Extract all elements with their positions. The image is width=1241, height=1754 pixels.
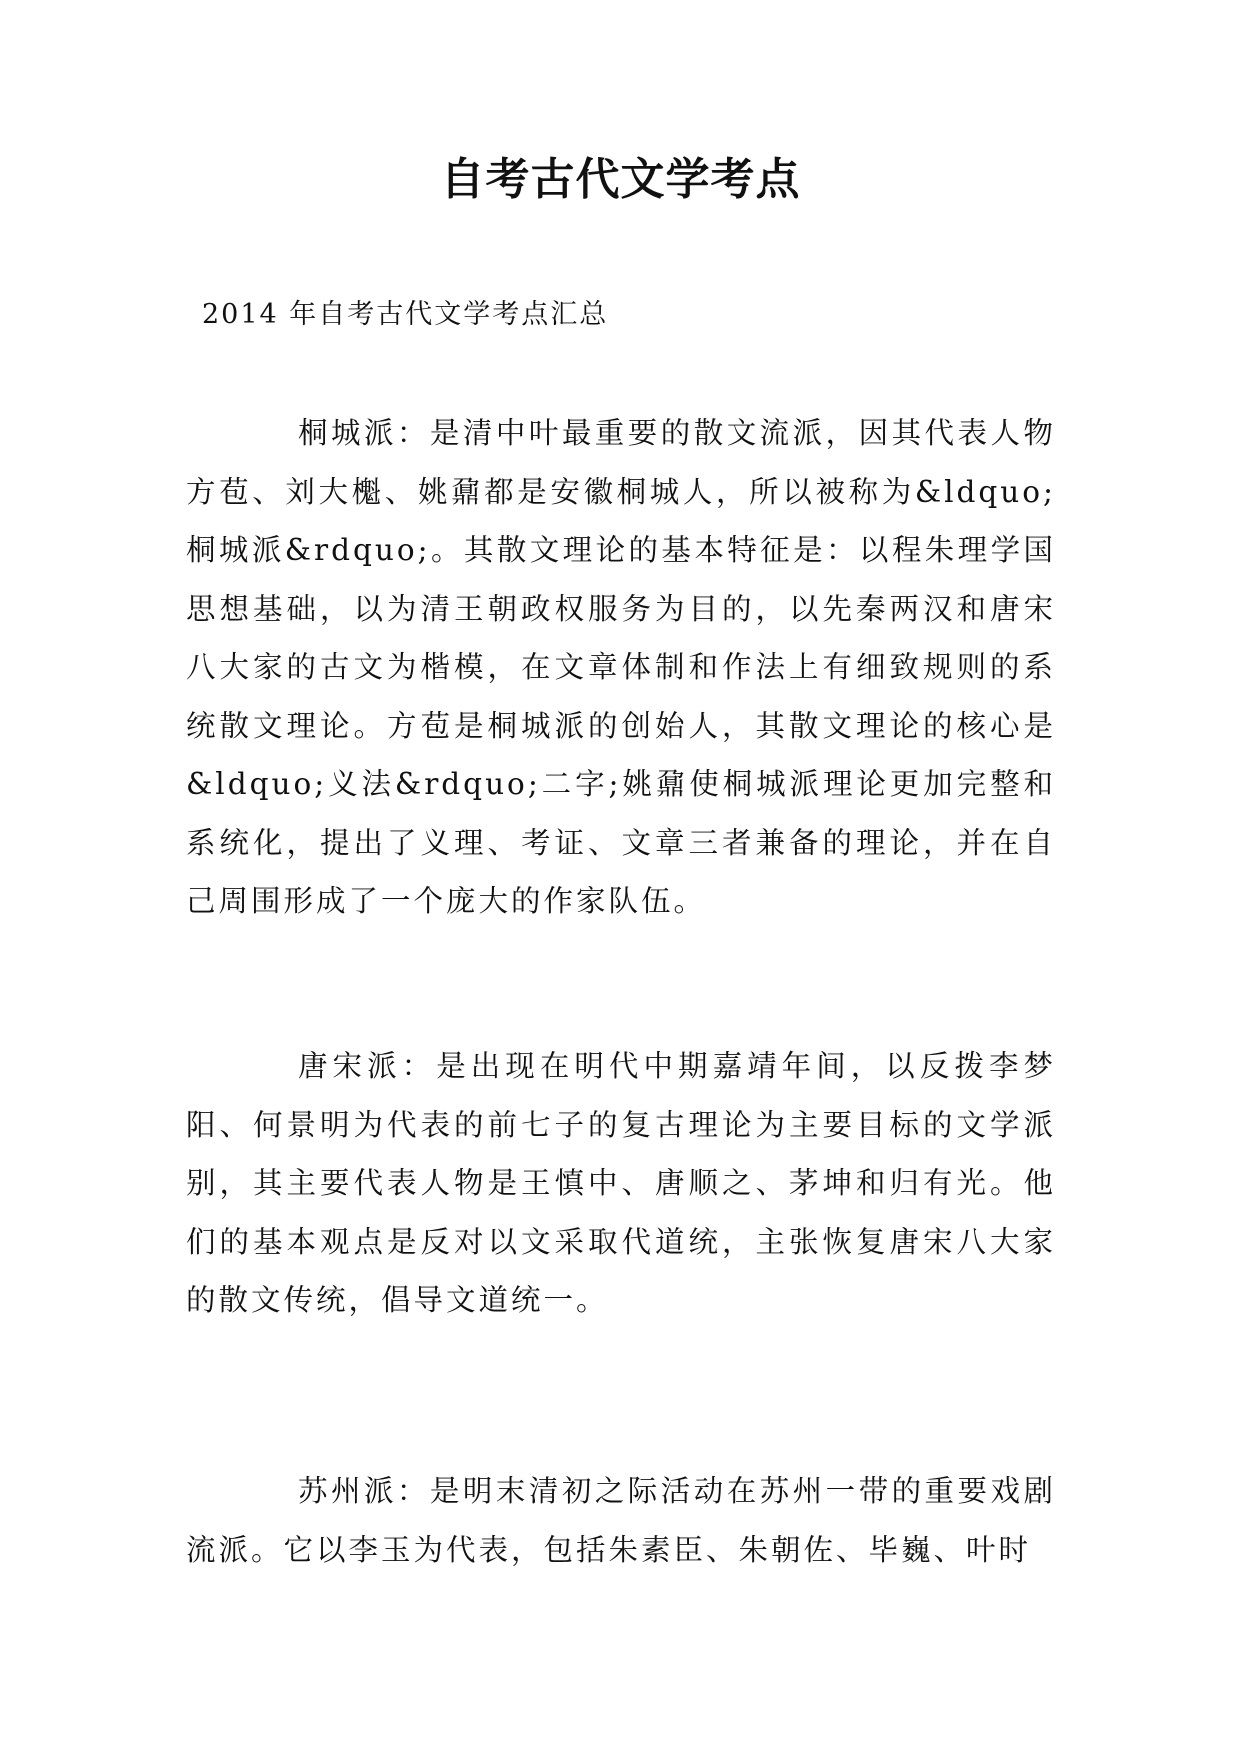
document-title: 自考古代文学考点	[440, 154, 801, 205]
paragraph-suzhou-school: 苏州派：是明末清初之际活动在苏州一带的重要戏剧流派。它以李玉为代表，包括朱素臣、朱朝佐、毕巍、叶时	[186, 1474, 1056, 1567]
document-subtitle: 2014 年自考古代文学考点汇总	[202, 299, 609, 330]
paragraph-tongcheng-school: 桐城派：是清中叶最重要的散文流派，因其代表人物方苞、刘大櫆、姚鼐都是安徽桐城人，所以被称为&ldquo;桐城派&rdquo;。其散文理论的基本特征是：以程朱理学国思想基础，以为清王朝政权服务为目的，以先秦两汉和唐宋八大家的古文为楷模，在文章体制和作法上有细致规则的系统散文理论。方苞是桐城派的创始人，其散文理论的核心是&ldquo;义法&rdquo;二字;姚鼐使桐城派理论更加完整和系统化，提出了义理、考证、文章三者兼备的理论，并在自己周围形成了一个庞大的作家队伍。	[186, 416, 1056, 918]
paragraph-tangsong-school: 唐宋派：是出现在明代中期嘉靖年间，以反拨李梦阳、何景明为代表的前七子的复古理论为主要目标的文学派别，其主要代表人物是王慎中、唐顺之、茅坤和归有光。他们的基本观点是反对以文采取代道统，主张恢复唐宋八大家的散文传统，倡导文道统一。	[186, 1049, 1056, 1317]
